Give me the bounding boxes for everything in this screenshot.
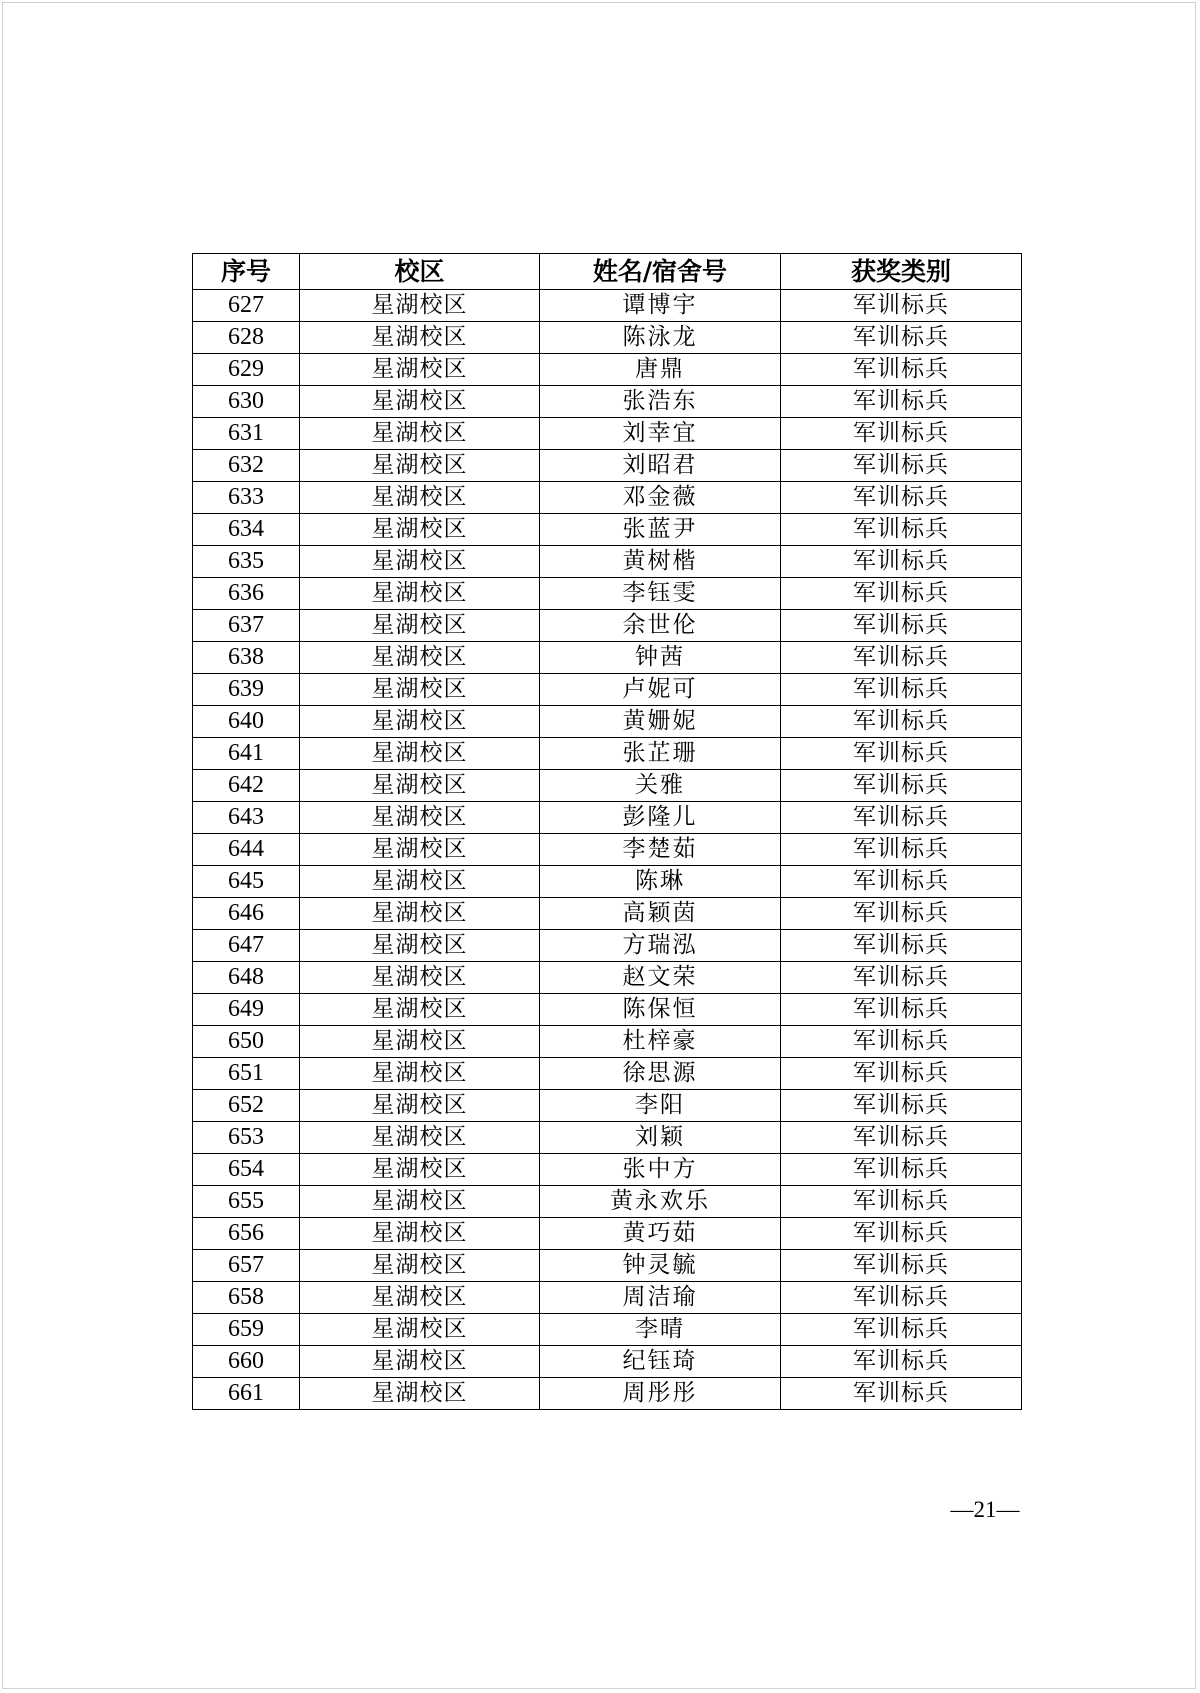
- row-name: 张中方: [540, 1154, 781, 1186]
- table-row: [193, 994, 1022, 1026]
- row-award: 军训标兵: [781, 962, 1022, 994]
- row-campus: 星湖校区: [300, 898, 540, 930]
- row-campus: 星湖校区: [300, 354, 540, 386]
- row-award: 军训标兵: [781, 1346, 1022, 1378]
- header-index: 序号: [193, 254, 300, 290]
- row-name: 张浩东: [540, 386, 781, 418]
- row-index: 643: [193, 802, 300, 834]
- row-name: 李钰雯: [540, 578, 781, 610]
- row-index: 646: [193, 898, 300, 930]
- table-row: [193, 738, 1022, 770]
- row-campus: 星湖校区: [300, 866, 540, 898]
- row-award: 军训标兵: [781, 802, 1022, 834]
- row-name: 李楚茹: [540, 834, 781, 866]
- row-name: 高颖茵: [540, 898, 781, 930]
- row-name: 黄姗妮: [540, 706, 781, 738]
- row-award: 军训标兵: [781, 482, 1022, 514]
- row-campus: 星湖校区: [300, 578, 540, 610]
- table-row: [193, 1154, 1022, 1186]
- table-row: [193, 1314, 1022, 1346]
- table-row: [193, 674, 1022, 706]
- row-name: 方瑞泓: [540, 930, 781, 962]
- row-campus: 星湖校区: [300, 962, 540, 994]
- row-index: 645: [193, 866, 300, 898]
- row-name: 纪钰琦: [540, 1346, 781, 1378]
- row-index: 649: [193, 994, 300, 1026]
- row-campus: 星湖校区: [300, 1090, 540, 1122]
- row-campus: 星湖校区: [300, 802, 540, 834]
- row-award: 军训标兵: [781, 866, 1022, 898]
- row-name: 谭博宇: [540, 290, 781, 322]
- row-index: 656: [193, 1218, 300, 1250]
- row-campus: 星湖校区: [300, 706, 540, 738]
- row-index: 648: [193, 962, 300, 994]
- row-award: 军训标兵: [781, 578, 1022, 610]
- row-index: 633: [193, 482, 300, 514]
- table-body: [193, 290, 1022, 1410]
- row-award: 军训标兵: [781, 1026, 1022, 1058]
- row-campus: 星湖校区: [300, 1250, 540, 1282]
- row-index: 632: [193, 450, 300, 482]
- row-name: 钟茜: [540, 642, 781, 674]
- header-award-category: 获奖类别: [781, 254, 1022, 290]
- table-row: [193, 642, 1022, 674]
- table-row: [193, 1090, 1022, 1122]
- row-name: 李晴: [540, 1314, 781, 1346]
- row-index: 631: [193, 418, 300, 450]
- table-row: [193, 1282, 1022, 1314]
- table-row: [193, 546, 1022, 578]
- row-name: 张芷珊: [540, 738, 781, 770]
- row-index: 637: [193, 610, 300, 642]
- row-index: 659: [193, 1314, 300, 1346]
- row-campus: 星湖校区: [300, 1314, 540, 1346]
- row-name: 唐鼎: [540, 354, 781, 386]
- row-name: 关雅: [540, 770, 781, 802]
- row-campus: 星湖校区: [300, 930, 540, 962]
- row-index: 628: [193, 322, 300, 354]
- row-award: 军训标兵: [781, 642, 1022, 674]
- row-award: 军训标兵: [781, 418, 1022, 450]
- row-name: 卢妮可: [540, 674, 781, 706]
- row-award: 军训标兵: [781, 1058, 1022, 1090]
- header-name-dorm: 姓名/宿舍号: [540, 254, 781, 290]
- row-index: 654: [193, 1154, 300, 1186]
- row-award: 军训标兵: [781, 994, 1022, 1026]
- row-index: 660: [193, 1346, 300, 1378]
- row-name: 杜梓豪: [540, 1026, 781, 1058]
- table-row: [193, 962, 1022, 994]
- table-row: [193, 1058, 1022, 1090]
- row-award: 军训标兵: [781, 738, 1022, 770]
- row-name: 黄巧茹: [540, 1218, 781, 1250]
- row-index: 647: [193, 930, 300, 962]
- row-award: 军训标兵: [781, 1282, 1022, 1314]
- row-name: 周彤彤: [540, 1378, 781, 1410]
- row-campus: 星湖校区: [300, 514, 540, 546]
- row-award: 军训标兵: [781, 706, 1022, 738]
- row-name: 黄树楷: [540, 546, 781, 578]
- row-award: 军训标兵: [781, 1090, 1022, 1122]
- header-campus: 校区: [300, 254, 540, 290]
- row-campus: 星湖校区: [300, 482, 540, 514]
- row-award: 军训标兵: [781, 834, 1022, 866]
- table-row: [193, 1218, 1022, 1250]
- row-campus: 星湖校区: [300, 290, 540, 322]
- row-campus: 星湖校区: [300, 1378, 540, 1410]
- row-index: 638: [193, 642, 300, 674]
- table-row: [193, 706, 1022, 738]
- row-index: 653: [193, 1122, 300, 1154]
- row-award: 军训标兵: [781, 770, 1022, 802]
- row-campus: 星湖校区: [300, 1186, 540, 1218]
- row-award: 军训标兵: [781, 386, 1022, 418]
- table-row: [193, 1378, 1022, 1410]
- table-row: [193, 610, 1022, 642]
- row-campus: 星湖校区: [300, 450, 540, 482]
- row-campus: 星湖校区: [300, 1058, 540, 1090]
- row-name: 彭隆儿: [540, 802, 781, 834]
- row-name: 周洁瑜: [540, 1282, 781, 1314]
- table-row: [193, 418, 1022, 450]
- row-index: 636: [193, 578, 300, 610]
- row-campus: 星湖校区: [300, 1218, 540, 1250]
- row-index: 650: [193, 1026, 300, 1058]
- row-campus: 星湖校区: [300, 994, 540, 1026]
- row-campus: 星湖校区: [300, 1026, 540, 1058]
- row-award: 军训标兵: [781, 610, 1022, 642]
- row-index: 639: [193, 674, 300, 706]
- row-award: 军训标兵: [781, 898, 1022, 930]
- row-award: 军训标兵: [781, 930, 1022, 962]
- row-award: 军训标兵: [781, 1218, 1022, 1250]
- row-award: 军训标兵: [781, 1186, 1022, 1218]
- row-campus: 星湖校区: [300, 642, 540, 674]
- table-row: [193, 482, 1022, 514]
- row-name: 李阳: [540, 1090, 781, 1122]
- table-row: [193, 834, 1022, 866]
- row-name: 陈泳龙: [540, 322, 781, 354]
- row-name: 张蓝尹: [540, 514, 781, 546]
- row-campus: 星湖校区: [300, 1154, 540, 1186]
- row-award: 军训标兵: [781, 1378, 1022, 1410]
- row-name: 赵文荣: [540, 962, 781, 994]
- table-row: [193, 930, 1022, 962]
- row-index: 630: [193, 386, 300, 418]
- table-row: [193, 1026, 1022, 1058]
- row-campus: 星湖校区: [300, 546, 540, 578]
- row-index: 627: [193, 290, 300, 322]
- row-name: 陈保恒: [540, 994, 781, 1026]
- award-table: [192, 253, 1022, 1410]
- table-row: [193, 802, 1022, 834]
- table-row: [193, 1346, 1022, 1378]
- row-name: 刘昭君: [540, 450, 781, 482]
- table-row: [193, 770, 1022, 802]
- row-award: 军训标兵: [781, 290, 1022, 322]
- page-number: —21—: [950, 1497, 1020, 1522]
- table-row: [193, 578, 1022, 610]
- table-row: [193, 898, 1022, 930]
- row-campus: 星湖校区: [300, 1122, 540, 1154]
- row-campus: 星湖校区: [300, 610, 540, 642]
- row-name: 余世伦: [540, 610, 781, 642]
- table-row: [193, 514, 1022, 546]
- row-index: 640: [193, 706, 300, 738]
- row-index: 657: [193, 1250, 300, 1282]
- row-name: 黄永欢乐: [540, 1186, 781, 1218]
- table-row: [193, 1250, 1022, 1282]
- row-campus: 星湖校区: [300, 770, 540, 802]
- table-row: [193, 1186, 1022, 1218]
- row-index: 635: [193, 546, 300, 578]
- row-index: 644: [193, 834, 300, 866]
- row-campus: 星湖校区: [300, 834, 540, 866]
- row-award: 军训标兵: [781, 1314, 1022, 1346]
- table-row: [193, 866, 1022, 898]
- table-row: [193, 290, 1022, 322]
- table-row: [193, 450, 1022, 482]
- row-award: 军训标兵: [781, 546, 1022, 578]
- row-name: 徐思源: [540, 1058, 781, 1090]
- table-row: [193, 322, 1022, 354]
- row-index: 641: [193, 738, 300, 770]
- row-award: 军训标兵: [781, 1122, 1022, 1154]
- row-award: 军训标兵: [781, 1250, 1022, 1282]
- row-campus: 星湖校区: [300, 738, 540, 770]
- row-award: 军训标兵: [781, 322, 1022, 354]
- row-index: 655: [193, 1186, 300, 1218]
- row-campus: 星湖校区: [300, 386, 540, 418]
- table-row: [193, 1122, 1022, 1154]
- row-name: 刘幸宜: [540, 418, 781, 450]
- row-campus: 星湖校区: [300, 674, 540, 706]
- row-award: 军训标兵: [781, 354, 1022, 386]
- row-index: 634: [193, 514, 300, 546]
- row-award: 军训标兵: [781, 674, 1022, 706]
- row-award: 军训标兵: [781, 450, 1022, 482]
- row-index: 652: [193, 1090, 300, 1122]
- row-index: 629: [193, 354, 300, 386]
- row-campus: 星湖校区: [300, 1346, 540, 1378]
- row-index: 642: [193, 770, 300, 802]
- row-index: 661: [193, 1378, 300, 1410]
- row-name: 陈琳: [540, 866, 781, 898]
- row-index: 651: [193, 1058, 300, 1090]
- row-award: 军训标兵: [781, 1154, 1022, 1186]
- table-header-row: [193, 254, 1022, 290]
- row-campus: 星湖校区: [300, 418, 540, 450]
- row-campus: 星湖校区: [300, 322, 540, 354]
- row-name: 钟灵毓: [540, 1250, 781, 1282]
- table-row: [193, 354, 1022, 386]
- row-campus: 星湖校区: [300, 1282, 540, 1314]
- row-award: 军训标兵: [781, 514, 1022, 546]
- row-name: 邓金薇: [540, 482, 781, 514]
- row-name: 刘颖: [540, 1122, 781, 1154]
- table-row: [193, 386, 1022, 418]
- row-index: 658: [193, 1282, 300, 1314]
